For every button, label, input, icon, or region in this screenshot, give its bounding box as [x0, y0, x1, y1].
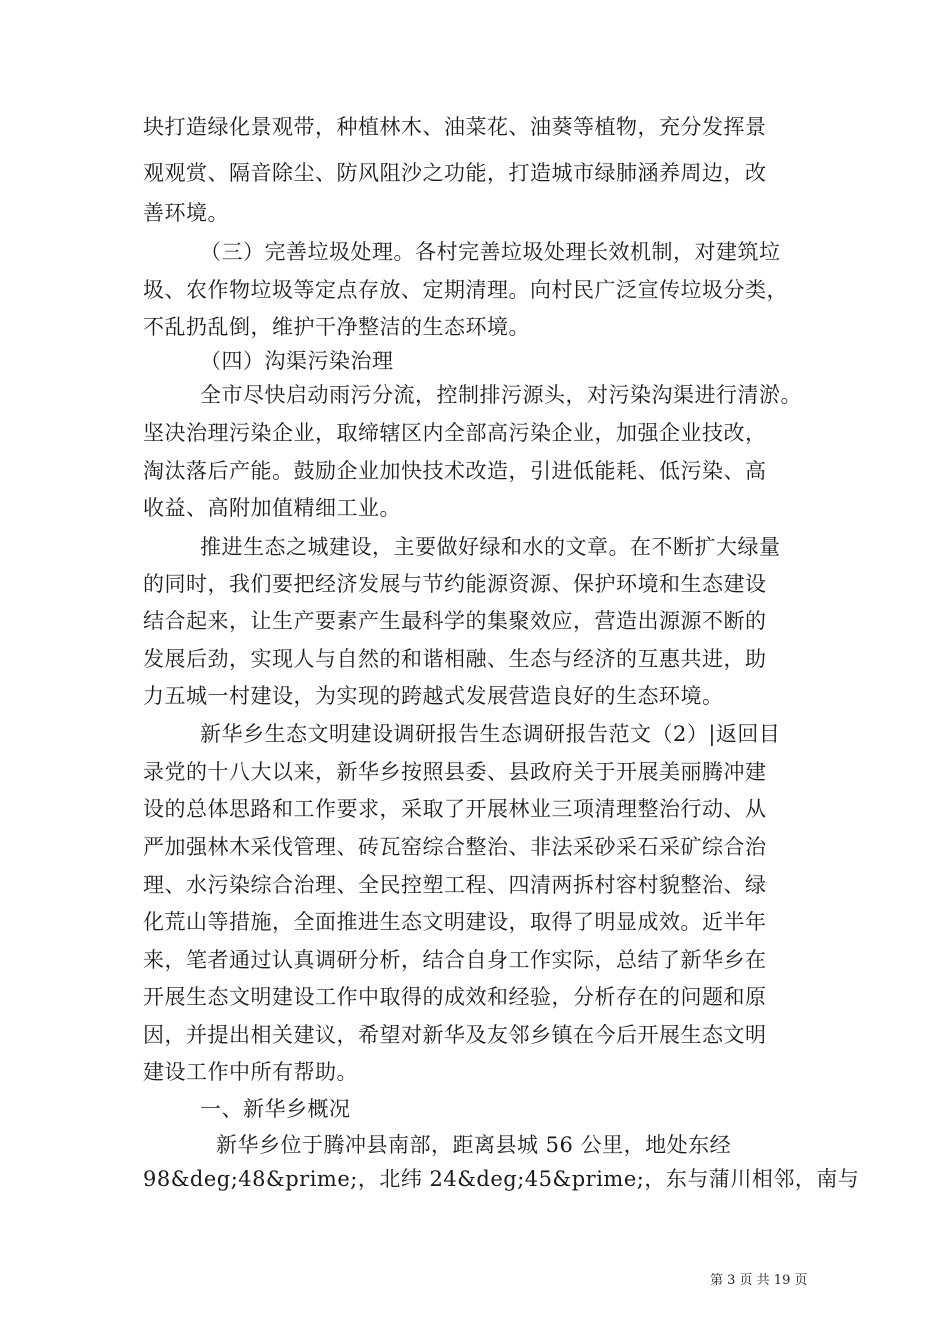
text-line: 98&deg;48&prime;，北纬 24&deg;45&prime;，东与蒲川相邻，南与 — [143, 1167, 860, 1191]
text-line: 推进生态之城建设，主要做好绿和水的文章。在不断扩大绿量 — [200, 535, 781, 559]
text-line: 力五城一村建设，为实现的跨越式发展营造良好的生态环境。 — [143, 684, 724, 708]
text-line: （三）完善垃圾处理。各村完善垃圾处理长效机制，对建筑垃 — [200, 240, 781, 264]
text-line: 块打造绿化景观带，种植林木、油菜花、油葵等植物，充分发挥景 — [143, 115, 767, 139]
text-line: 坚决治理污染企业，取缔辖区内全部高污染企业，加强企业技改， — [143, 421, 767, 445]
text-line: 新华乡位于腾冲县南部，距离县城 56 公里，地处东经 — [216, 1133, 732, 1157]
text-line: 圾、农作物垃圾等定点存放、定期清理。向村民广泛宣传垃圾分类， — [143, 278, 788, 302]
text-line: 理、水污染综合治理、全民控塑工程、四清两拆村容村貌整治、绿 — [143, 873, 767, 897]
page-number: 第 3 页 共 19 页 — [710, 1273, 808, 1288]
section-heading: （四）沟渠污染治理 — [200, 349, 394, 373]
text-line: 收益、高附加值精细工业。 — [143, 496, 401, 520]
text-line: 全市尽快启动雨污分流，控制排污源头，对污染沟渠进行清淤。 — [200, 383, 802, 407]
text-line: 不乱扔乱倒，维护干净整洁的生态环境。 — [143, 315, 530, 339]
text-line: 严加强林木采伐管理、砖瓦窑综合整治、非法采砂采石采矿综合治 — [143, 835, 767, 859]
text-line: 结合起来，让生产要素产生最科学的集聚效应，营造出源源不断的 — [143, 609, 767, 633]
text-line: 善环境。 — [143, 201, 229, 225]
text-line: 开展生态文明建设工作中取得的成效和经验，分析存在的问题和原 — [143, 985, 767, 1009]
text-line: 建设工作中所有帮助。 — [143, 1060, 358, 1084]
text-line: 发展后劲，实现人与自然的和谐相融、生态与经济的互惠共进，助 — [143, 647, 767, 671]
text-line: 观观赏、隔音除尘、防风阻沙之功能，打造城市绿肺涵养周边，改 — [143, 161, 767, 185]
text-line: 设的总体思路和工作要求，采取了开展林业三项清理整治行动、从 — [143, 797, 767, 821]
text-line: 新华乡生态文明建设调研报告生态调研报告范文（2）|返回目 — [200, 722, 781, 746]
section-heading: 一、新华乡概况 — [200, 1097, 351, 1121]
text-line: 因，并提出相关建议，希望对新华及友邻乡镇在今后开展生态文明 — [143, 1023, 767, 1047]
text-line: 的同时，我们要把经济发展与节约能源资源、保护环境和生态建设 — [143, 572, 767, 596]
text-line: 化荒山等措施，全面推进生态文明建设，取得了明显成效。近半年 — [143, 910, 767, 934]
text-line: 录党的十八大以来，新华乡按照县委、县政府关于开展美丽腾冲建 — [143, 760, 767, 784]
text-line: 淘汰落后产能。鼓励企业加快技术改造，引进低能耗、低污染、高 — [143, 459, 767, 483]
text-line: 来，笔者通过认真调研分析，结合自身工作实际，总结了新华乡在 — [143, 948, 767, 972]
